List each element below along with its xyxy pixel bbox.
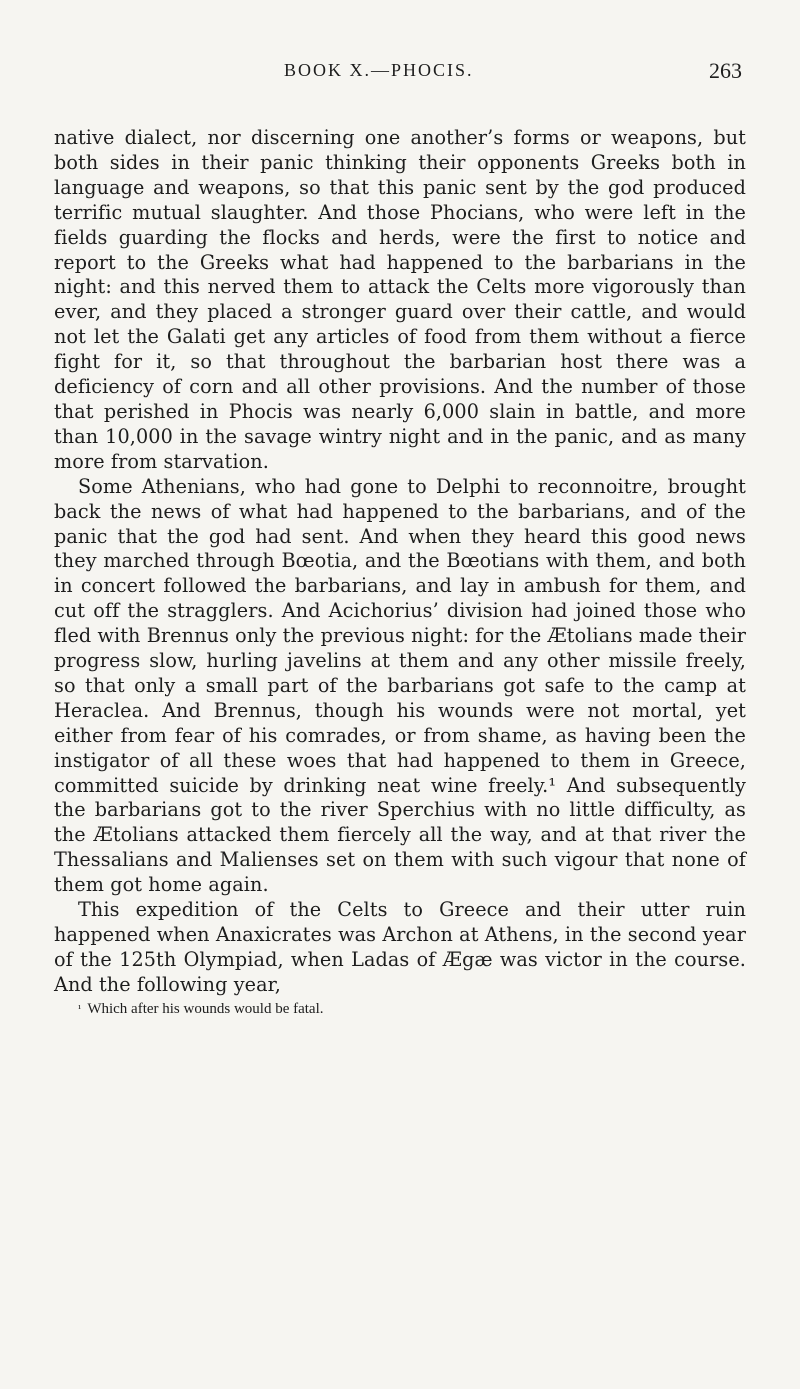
body-text [54,126,746,998]
paragraph-athenians: Some Athenians, who had gone to Delphi to reconnoitre, brought back the news of what had happened to the barbarians, and of the panic that the god had sent. And when they heard this good news they marched through Bœotia, and the Bœotians with them, and both in concert followed the barbarians, and lay in ambush for them, and cut off the stragglers. And Acichorius’ division had joined those who fled with Brennus only the previous night: for the Ætolians made their progress slow, hurling javelins at them and any other missile freely, so that only a small part of the barbarians got safe to the camp at Heraclea. And Brennus, though his wounds were not mortal, yet either from fear of his comrades, or from shame, as having been the instigator of all these woes that had happened to them in Greece, committed suicide by drinking neat wine freely.¹ And subsequently the barbarians got to the river Sperchius with no little difficulty, as the Ætolians attacked them fiercely all the way, and at that river the Thessalians and Malienses set on them with such vigour that none of them got home again. [54,474,746,897]
paragraph-continued: native dialect, nor discerning one another’s forms or weapons, but both sides in their panic thinking their opponents Greeks both in language and weapons, so that this panic sent by the god produced terrific mutual slaughter. And those Phocians, who were left in the fields guarding the flocks and herds, were the first to notice and report to the Greeks what had happened to the barbarians in the night: and this nerved them to attack the Celts more vigorously than ever, and they placed a stronger guard over their cattle, and would not let the Galati get any articles of food from them without a fierce fight for it, so that throughout the barbarian host there was a deficiency of corn and all other provisions. And the number of those that perished in Phocis was nearly 6,000 slain in battle, and more than 10,000 in the savage wintry night and in the panic, and as many more from starvation. [54,126,746,473]
footnote [54,1000,746,1018]
running-title: BOOK X.—PHOCIS. [284,60,474,80]
running-head [54,38,746,82]
page-number: 263 [709,58,742,83]
footnote-text: Which after his wounds would be fatal. [87,1000,324,1017]
paragraph-expedition: This expedition of the Celts to Greece and their utter ruin happened when Anaxicrates was Archon at Athens, in the second year of the 125th Olympiad, when Ladas of Ægæ was victor in the course. And the following year, [54,898,746,996]
book-page [54,38,746,1018]
footnote-mark: ¹ [78,1002,82,1015]
